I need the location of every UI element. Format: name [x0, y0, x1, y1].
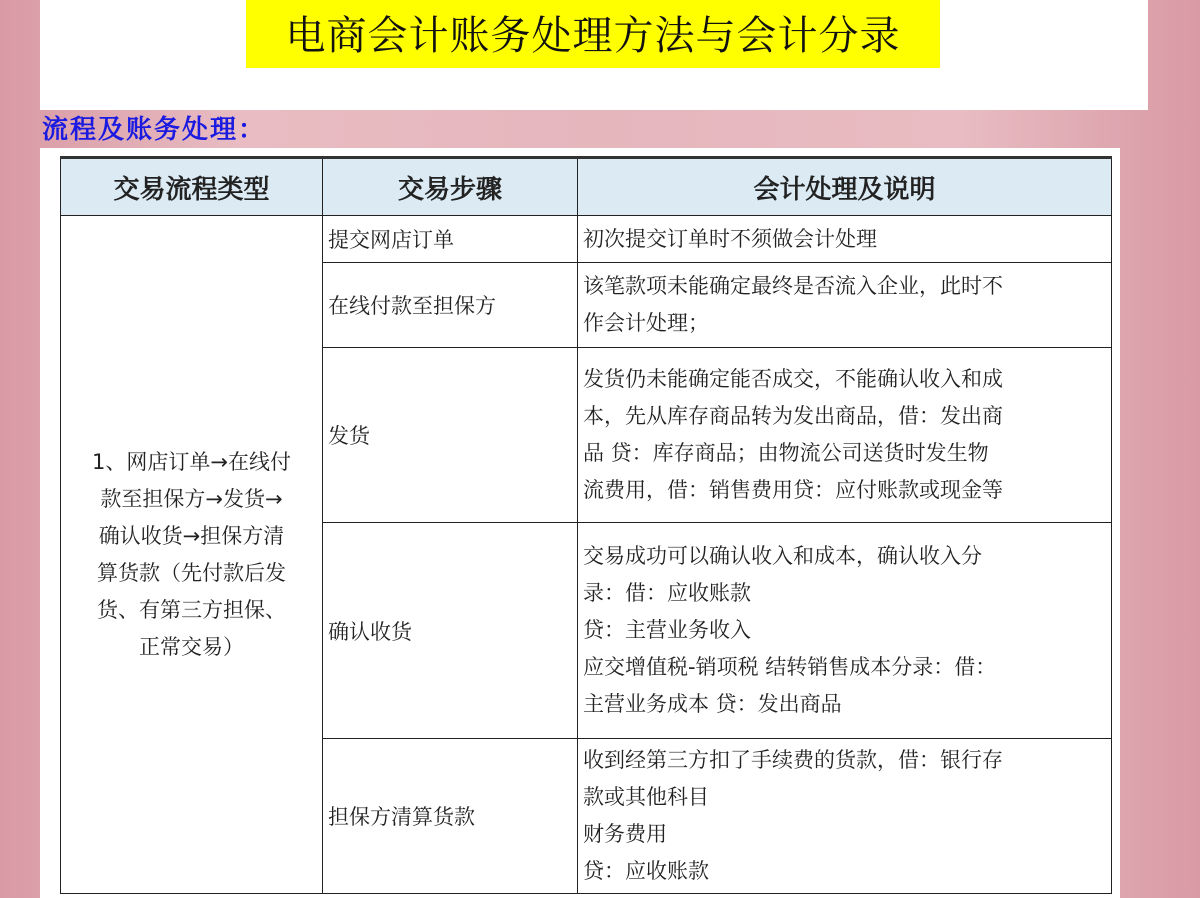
notes-cell [578, 739, 1112, 894]
notes-line: 作会计处理； [583, 311, 709, 335]
table-header-row [61, 158, 1112, 216]
flow-type-line: 算货款（先付款后发 [97, 560, 286, 585]
notes-cell [578, 348, 1112, 523]
notes-line: 流费用，借：销售费用贷：应付账款或现金等 [583, 478, 1003, 502]
flow-type-line: 款至担保方→发货→ [100, 486, 283, 511]
step-cell: 担保方清算货款 [323, 739, 578, 894]
notes-line: 录：借：应收账款 [583, 581, 751, 605]
header-flow-type: 交易流程类型 [61, 158, 323, 216]
notes-line: 初次提交订单时不须做会计处理 [583, 226, 877, 251]
notes-line: 收到经第三方扣了手续费的货款，借：银行存 [583, 748, 1003, 772]
notes-cell [578, 216, 1112, 263]
header-notes: 会计处理及说明 [578, 158, 1112, 216]
notes-line: 财务费用 [583, 822, 667, 846]
step-cell: 发货 [323, 348, 578, 523]
notes-line: 应交增值税-销项税 结转销售成本分录：借： [583, 655, 997, 679]
step-cell: 确认收货 [323, 523, 578, 739]
notes-cell [578, 523, 1112, 739]
accounting-table [60, 156, 1112, 894]
notes-line: 主营业务成本 贷：发出商品 [583, 692, 842, 716]
notes-cell [578, 263, 1112, 348]
step-cell: 在线付款至担保方 [323, 263, 578, 348]
notes-line: 贷：主营业务收入 [583, 618, 751, 642]
notes-line: 发货仍未能确定能否成交，不能确认收入和成 [583, 367, 1003, 391]
table-row [61, 216, 1112, 263]
flow-type-line: 确认收货→担保方清 [98, 523, 285, 548]
notes-line: 交易成功可以确认收入和成本，确认收入分 [583, 544, 982, 568]
page-title: 电商会计账务处理方法与会计分录 [246, 0, 940, 68]
notes-line: 款或其他科目 [583, 785, 709, 809]
notes-line: 本，先从库存商品转为发出商品，借：发出商 [583, 404, 1003, 428]
flow-type-line: 1、网店订单→在线付 [92, 449, 291, 474]
section-heading: 流程及账务处理： [42, 115, 267, 145]
header-step: 交易步骤 [323, 158, 578, 216]
flow-type-line: 货、有第三方担保、 [97, 597, 286, 622]
step-cell: 提交网店订单 [323, 216, 578, 263]
notes-line: 该笔款项未能确定最终是否流入企业，此时不 [583, 274, 1003, 298]
flow-type-line: 正常交易） [139, 634, 244, 659]
notes-line: 贷：应收账款 [583, 859, 709, 883]
flow-type-cell [61, 216, 323, 894]
notes-line: 品 贷：库存商品；由物流公司送货时发生物 [583, 441, 989, 465]
